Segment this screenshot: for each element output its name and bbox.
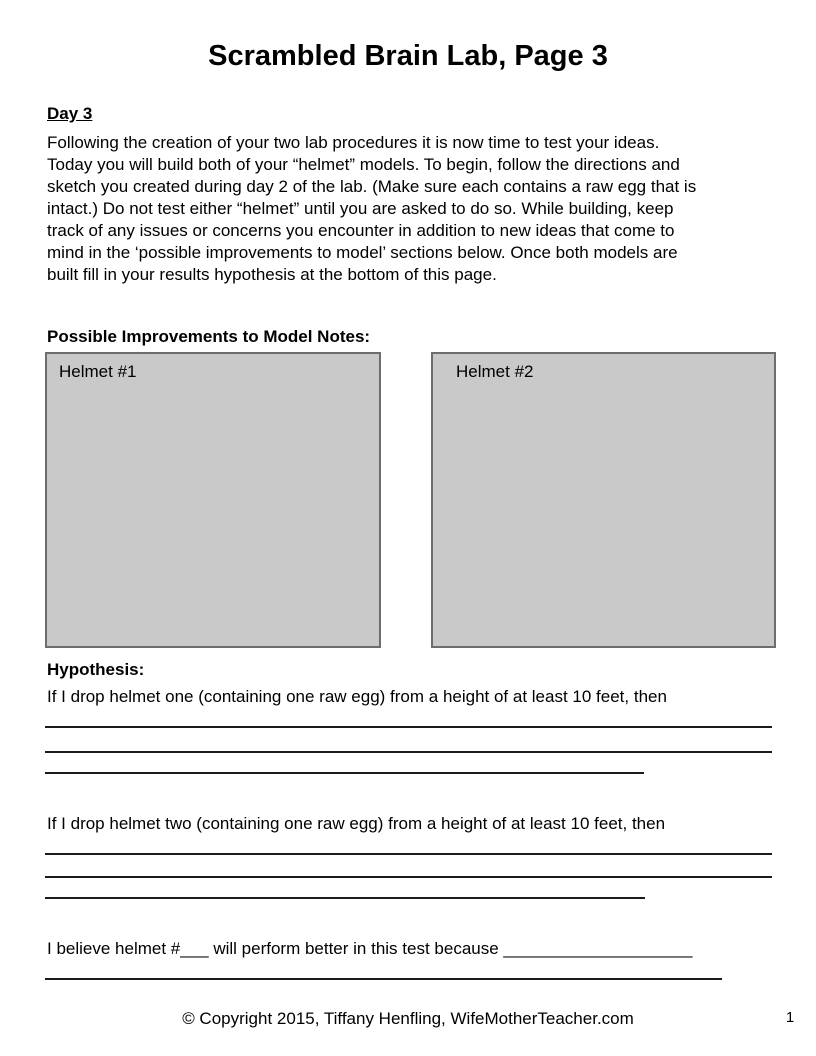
hypothesis-heading: Hypothesis: <box>47 660 145 679</box>
day-instructions <box>47 132 787 286</box>
paragraph-line: Today you will build both of your “helmet” models. To begin, follow the directions and <box>47 155 680 174</box>
hypothesis-prompt-two: If I drop helmet two (containing one raw egg) from a height of at least 10 feet, then <box>47 814 666 833</box>
belief-prompt: I believe helmet #___ will perform better in this test because ____________________ <box>47 939 693 958</box>
helmet-2-notes-box <box>431 352 776 648</box>
answer-line <box>45 772 644 774</box>
page-number: 1 <box>785 1009 795 1026</box>
helmet-2-label: Helmet #2 <box>456 362 534 381</box>
hypothesis-prompt-one: If I drop helmet one (containing one raw egg) from a height of at least 10 feet, then <box>47 687 667 706</box>
paragraph-line: built fill in your results hypothesis at the bottom of this page. <box>47 265 497 284</box>
answer-line <box>45 876 772 878</box>
paragraph-line: intact.) Do not test either “helmet” until you are asked to do so. While building, keep <box>47 199 674 218</box>
day-heading: Day 3 <box>47 104 93 123</box>
paragraph-line: mind in the ‘possible improvements to model’ sections below. Once both models are <box>47 243 678 262</box>
paragraph-line: track of any issues or concerns you encounter in addition to new ideas that come to <box>47 221 675 240</box>
answer-line <box>45 751 772 753</box>
answer-line <box>45 726 772 728</box>
page-title: Scrambled Brain Lab, Page 3 <box>208 40 608 72</box>
helmet-1-notes-box <box>45 352 381 648</box>
footer-copyright: © Copyright 2015, Tiffany Henfling, WifeMotherTeacher.com <box>182 1009 634 1028</box>
answer-line <box>45 897 645 899</box>
answer-line <box>45 978 722 980</box>
paragraph-line: Following the creation of your two lab procedures it is now time to test your ideas. <box>47 133 660 152</box>
improvements-heading: Possible Improvements to Model Notes: <box>47 327 371 346</box>
paragraph-line: sketch you created during day 2 of the lab. (Make sure each contains a raw egg that is <box>47 177 697 196</box>
helmet-1-label: Helmet #1 <box>59 362 137 381</box>
answer-line <box>45 853 772 855</box>
